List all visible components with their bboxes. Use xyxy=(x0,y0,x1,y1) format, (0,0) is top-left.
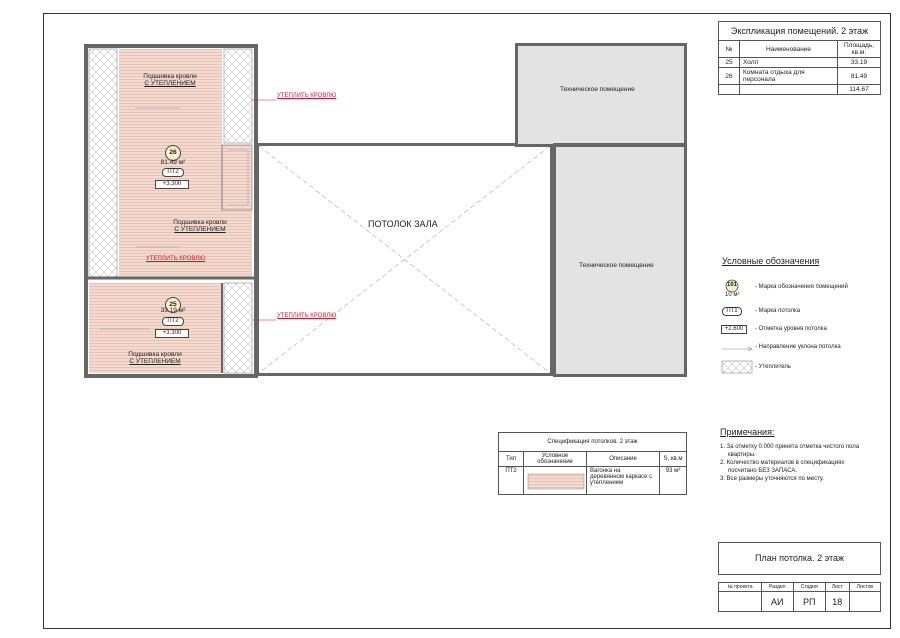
tech-room-top-label: Техническое помещение xyxy=(560,86,635,93)
legend-ceiling-desc: - Марка потолка xyxy=(755,308,801,314)
insulate-roof-3: УТЕПЛИТЬ КРОВЛЮ xyxy=(277,313,337,319)
roof-label-25: Подшивка кровли С УТЕПЛЕНИЕМ xyxy=(128,351,182,365)
room-26-ceiling-tag: ПТ2 xyxy=(162,168,184,177)
notes-list xyxy=(720,443,859,483)
row-area: 81.49 xyxy=(838,68,881,85)
insulate-roof-1: УТЕПЛИТЬ КРОВЛЮ xyxy=(277,93,337,99)
insulation-left xyxy=(89,49,117,277)
room-26-area: 81.49 м² xyxy=(160,159,186,166)
spec-col-type: Тип xyxy=(499,452,524,467)
legend-mark-desc: - Марка обозначения помещений xyxy=(755,284,848,290)
stamp-section: АИ xyxy=(762,592,794,612)
room-25-level: +3.300 xyxy=(155,329,189,338)
legend-level-tag: +2.600 xyxy=(721,325,747,334)
note-line: 2. Количество материалов в спецификациях xyxy=(720,460,845,466)
stamp-h-project: № проекта xyxy=(719,583,762,592)
stamp-h-sheets: Листов xyxy=(849,583,880,592)
insulation-right-bottom xyxy=(224,283,252,373)
stamp-h-stage: Стадия xyxy=(793,583,825,592)
spec-row-symbol xyxy=(524,467,587,495)
spec-row-type: ПТ2 xyxy=(499,467,524,495)
stamp-title: План потолка. 2 этаж xyxy=(718,542,881,575)
room-25-area: 33.19 м² xyxy=(160,307,186,314)
row-no: 25 xyxy=(719,58,740,68)
stamp-sheet: 18 xyxy=(825,592,849,612)
col-no: № xyxy=(719,41,740,58)
insulation-right-top xyxy=(224,49,252,143)
legend-insul-desc: - Утеплитель xyxy=(755,364,792,370)
note-line: посчитано БЕЗ ЗАПАСА. xyxy=(728,468,798,474)
tech-room-bottom xyxy=(556,147,684,374)
legend-slope-desc: - Направление уклона потолка xyxy=(755,344,841,350)
roof-label-26b: Подшивка кровли С УТЕПЛЕНИЕМ xyxy=(173,219,227,233)
col-name: Наименование xyxy=(740,41,838,58)
note-line: 3. Все размеры уточняются по месту. xyxy=(720,476,824,482)
col-area: Площадь, кв.м. xyxy=(838,41,881,58)
row-area: 33.19 xyxy=(838,58,881,68)
room-25-mark: 25 xyxy=(165,297,181,313)
room-25-ceiling-tag: ПТ2 xyxy=(162,317,184,326)
stamp-project xyxy=(719,592,762,612)
spec-col-area: S, кв.м xyxy=(660,452,687,467)
total-area: 114.67 xyxy=(838,85,881,95)
note-line: 1. За отметку 0.000 принята отметка чистого пола xyxy=(720,444,860,450)
stamp-sheets xyxy=(849,592,880,612)
explication-title: Экспликация помещений. 2 этаж xyxy=(719,22,881,41)
table-row xyxy=(499,467,687,495)
insulate-roof-2: УТЕПЛИТЬ КРОВЛЮ xyxy=(146,256,206,262)
row-name: Холл xyxy=(740,58,838,68)
stamp-h-section: Раздел xyxy=(762,583,794,592)
notes-title: Примечания: xyxy=(720,427,775,437)
stamp-h-sheet: Лист xyxy=(825,583,849,592)
row-no: 26 xyxy=(719,68,740,85)
roof-label-26a: Подшивка кровли С УТЕПЛЕНИЕМ xyxy=(143,73,197,87)
legend-level-desc: - Отметка уровня потолка xyxy=(755,326,827,332)
tech-room-bottom-label: Техническое помещение xyxy=(579,262,654,269)
legend-mark-num: 101 xyxy=(727,282,738,288)
room-26-mark: 26 xyxy=(165,145,181,161)
legend-mark-area: 10 м² xyxy=(725,292,740,298)
spec-table xyxy=(498,432,687,495)
legend-title: Условные обозначения xyxy=(722,256,820,266)
spec-row-area: 93 м² xyxy=(660,467,687,495)
tech-room-top xyxy=(518,46,684,144)
spec-col-symbol: Условное обозначение xyxy=(524,452,587,467)
spec-col-desc: Описание xyxy=(587,452,660,467)
spec-title: Спецификация потолков. 2 этаж xyxy=(499,433,687,452)
stamp-stage: РП xyxy=(793,592,825,612)
spec-row-desc: Вагонка на деревянном каркасе с утеплением xyxy=(587,467,660,495)
stamp-table xyxy=(718,582,881,612)
legend-ceiling-tag: ПТ1 xyxy=(722,307,742,316)
hall-ceiling-label: ПОТОЛОК ЗАЛА xyxy=(368,219,438,229)
note-line: квартиры. xyxy=(728,452,756,458)
legend-insulation xyxy=(722,361,752,373)
room-26-level: +3.300 xyxy=(155,180,189,189)
row-name: Комната отдыха для персонала xyxy=(740,68,838,85)
